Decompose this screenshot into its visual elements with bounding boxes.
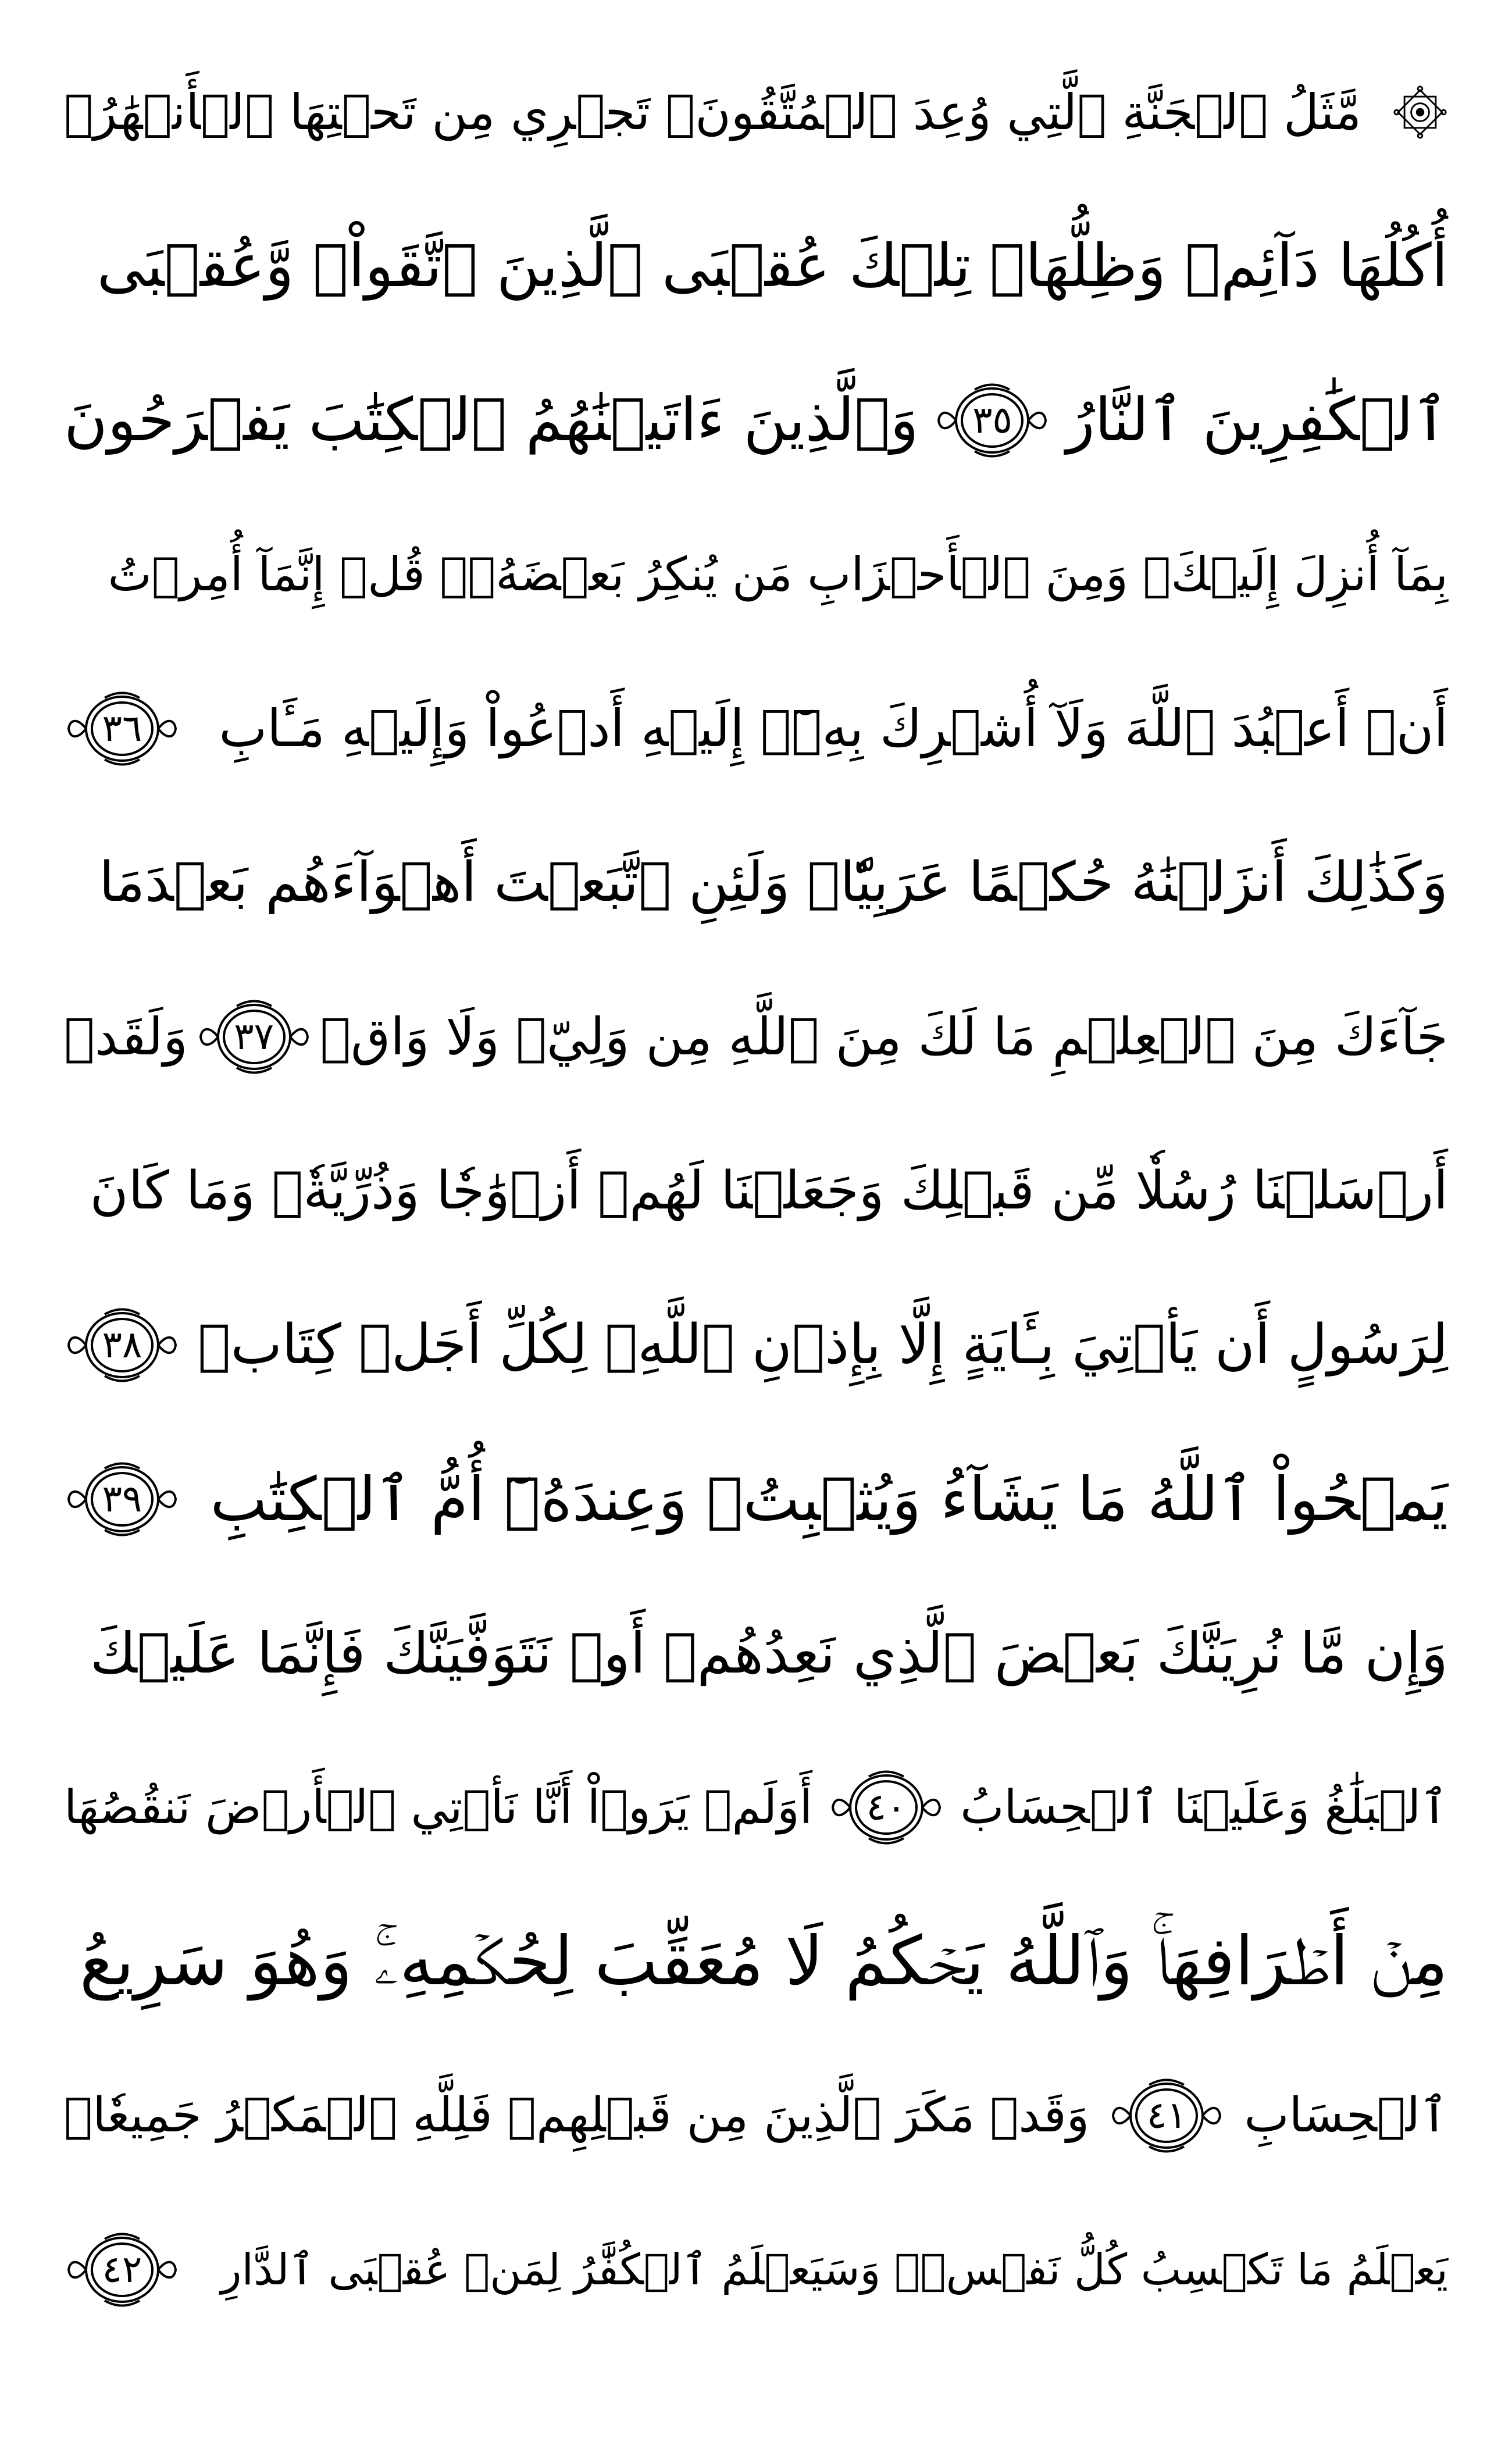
ayah-number: ٤١ [1147, 2094, 1187, 2137]
ayah-end-medallion-icon [828, 1764, 944, 1851]
verse-text: وَكَذَٰلِكَ أَنزَلۡنَٰهُ حُكۡمًا عَرَبِيّٗاۚ وَلَئِنِ ٱتَّبَعۡتَ أَهۡوَآءَهُم بَعۡدَمَا [99, 850, 1448, 914]
verse-line [64, 2192, 1448, 2347]
rub-el-hizb-flower-icon [1392, 84, 1448, 140]
ayah-number: ٣٧ [234, 1015, 274, 1058]
verse-text: مِنۡ أَطۡرَافِهَاۚ وَٱللَّهُ يَحۡكُمُ لَا مُعَقِّبَ لِحُكۡمِهِۦۚ وَهُوَ سَرِيعُ [79, 1921, 1448, 2001]
verse-text: ٱلۡبَلَٰغُ وَعَلَيۡنَا ٱلۡحِسَابُ [960, 1780, 1448, 1834]
ayah-number: ٣٨ [102, 1323, 142, 1367]
verse-text: وَلَقَدۡ [64, 1006, 188, 1067]
ayah-end-medallion-icon [64, 1302, 180, 1389]
verse-line [64, 805, 1448, 960]
verse-line [64, 1114, 1448, 1268]
verse-text: أَنۡ أَعۡبُدَ ٱللَّهَ وَلَآ أُشۡرِكَ بِهِۦٓۚ إِلَيۡهِ أَدۡعُواْ وَإِلَيۡهِ مَـَٔابِ [219, 698, 1448, 758]
verse-line [64, 1730, 1448, 1884]
ayah-number: ٣٥ [972, 398, 1012, 442]
ayah-end-medallion-icon [196, 993, 312, 1081]
ayah-number: ٤٠ [866, 1785, 907, 1829]
verse-line [64, 497, 1448, 651]
ayah-end-medallion-icon [64, 1456, 180, 1543]
verse-text: وَإِن مَّا نُرِيَنَّكَ بَعۡضَ ٱلَّذِي نَعِدُهُمۡ أَوۡ نَتَوَفَّيَنَّكَ فَإِنَّمَا عَلَيۡكَ [90, 1620, 1448, 1686]
ayah-end-medallion-icon [64, 2226, 180, 2313]
verse-line [64, 1268, 1448, 1422]
ayah-end-medallion-icon [934, 377, 1050, 464]
verse-text: أَرۡسَلۡنَا رُسُلٗا مِّن قَبۡلِكَ وَجَعَلۡنَا لَهُمۡ أَزۡوَٰجٗا وَذُرِّيَّةٗۚ وَمَا كَانَ [90, 1160, 1448, 1221]
verse-line [64, 651, 1448, 805]
verse-text: ٱلۡكَٰفِرِينَ ٱلنَّارُ [1066, 385, 1448, 455]
ayah-number: ٤٢ [102, 2248, 142, 2291]
verse-line [64, 189, 1448, 343]
verse-text: ٱلۡحِسَابِ [1244, 2087, 1448, 2143]
verse-line [64, 2038, 1448, 2192]
verse-text: أَوَلَمۡ يَرَوۡاْ أَنَّا نَأۡتِي ٱلۡأَرۡضَ نَنقُصُهَا [64, 1780, 813, 1834]
verse-text: يَعۡلَمُ مَا تَكۡسِبُ كُلُّ نَفۡسٖۗ وَسَيَعۡلَمُ ٱلۡكُفَّٰرُ لِمَنۡ عُقۡبَى ٱلدَّارِ [220, 2244, 1448, 2295]
verse-line [64, 35, 1448, 189]
verse-text: بِمَآ أُنزِلَ إِلَيۡكَۖ وَمِنَ ٱلۡأَحۡزَابِ مَن يُنكِرُ بَعۡضَهُۥۚ قُلۡ إِنَّمَآ أُمِرۡتُ [108, 547, 1448, 601]
verse-text: وَٱلَّذِينَ ءَاتَيۡنَٰهُمُ ٱلۡكِتَٰبَ يَفۡرَحُونَ [64, 385, 919, 455]
verse-text: يَمۡحُواْ ٱللَّهُ مَا يَشَآءُ وَيُثۡبِتُۖ وَعِندَهُۥٓ أُمُّ ٱلۡكِتَٰبِ [210, 1463, 1448, 1535]
verse-text: لِرَسُولٍ أَن يَأۡتِيَ بِـَٔايَةٍ إِلَّا بِإِذۡنِ ٱللَّهِۗ لِكُلِّ أَجَلٖ كِتَابٞ [198, 1313, 1448, 1377]
verse-text: جَآءَكَ مِنَ ٱلۡعِلۡمِ مَا لَكَ مِنَ ٱللَّهِ مِن وَلِيّٖ وَلَا وَاقٖ [320, 1006, 1448, 1067]
verse-line [64, 343, 1448, 497]
ayah-number: ٣٦ [102, 707, 142, 750]
ayah-end-medallion-icon [64, 685, 180, 772]
verse-line [64, 1576, 1448, 1730]
verse-line [64, 1422, 1448, 1576]
ayah-end-medallion-icon [1108, 2072, 1225, 2159]
verse-text: أُكُلُهَا دَآئِمٞ وَظِلُّهَاۚ تِلۡكَ عُقۡبَى ٱلَّذِينَ ٱتَّقَواْۖ وَّعُقۡبَى [97, 231, 1448, 301]
verse-line [64, 1884, 1448, 2038]
verse-text: وَقَدۡ مَكَرَ ٱلَّذِينَ مِن قَبۡلِهِمۡ فَلِلَّهِ ٱلۡمَكۡرُ جَمِيعٗاۖ [64, 2087, 1090, 2143]
verse-text: مَّثَلُ ٱلۡجَنَّةِ ٱلَّتِي وُعِدَ ٱلۡمُتَّقُونَۖ تَجۡرِي مِن تَحۡتِهَا ٱلۡأَنۡهَٰرُۖ [64, 83, 1362, 141]
ayah-number: ٣٩ [102, 1477, 142, 1521]
verse-line [64, 960, 1448, 1114]
